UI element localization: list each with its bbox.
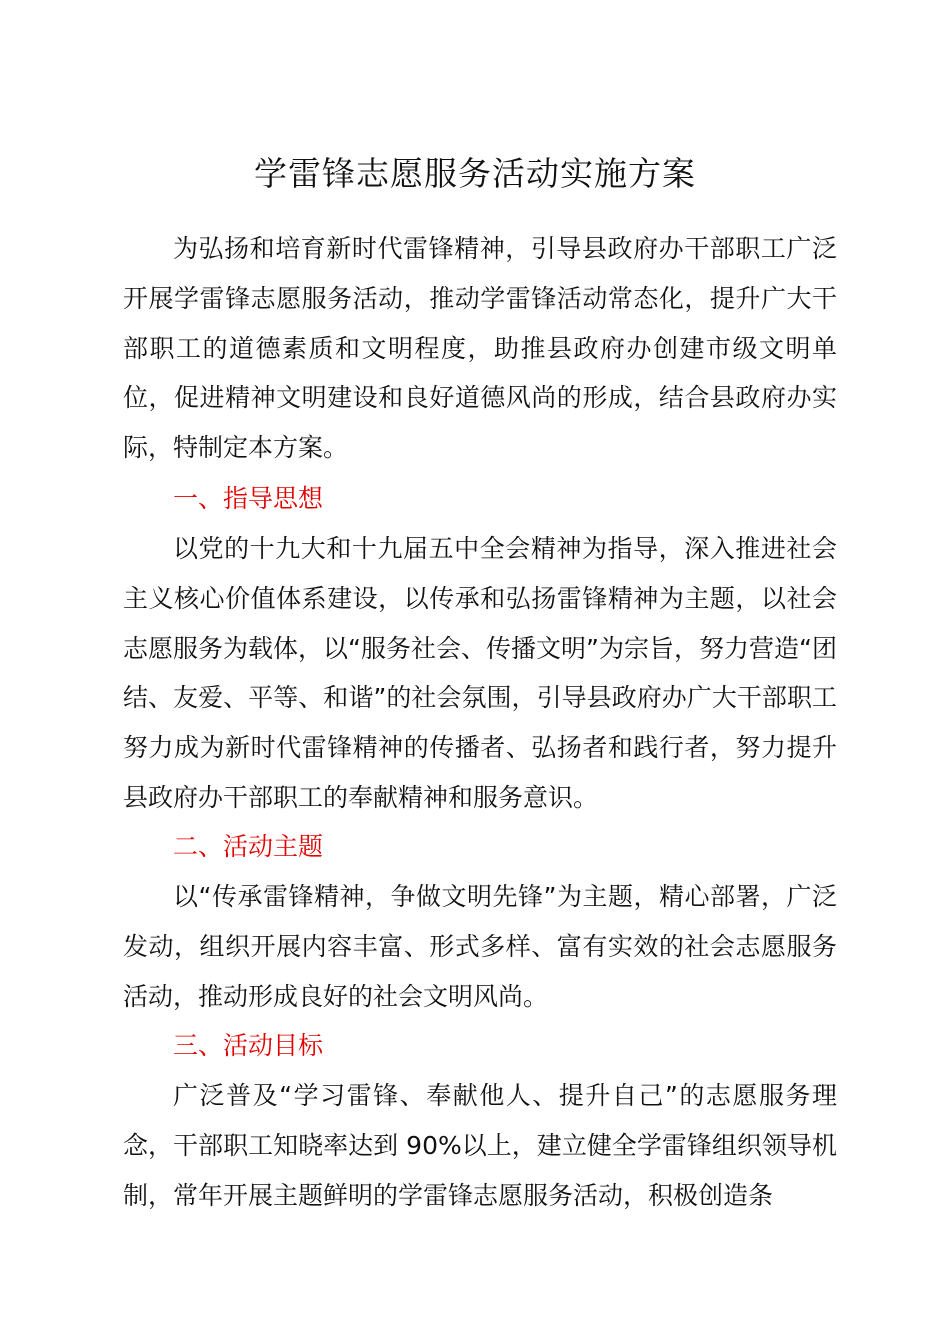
document-title: 学雷锋志愿服务活动实施方案 bbox=[254, 154, 696, 193]
theme-paragraph: 以“传承雷锋精神，争做文明先锋”为主题，精心部署，广泛发动，组织开展内容丰富、形式多样、富有实效的社会志愿服务活动，推动形成良好的社会文明风尚。 bbox=[123, 882, 837, 1011]
section-heading-goal: 三、活动目标 bbox=[173, 1031, 324, 1060]
intro-paragraph: 为弘扬和培育新时代雷锋精神，引导县政府办干部职工广泛开展学雷锋志愿服务活动，推动学雷锋活动常态化，提升广大干部职工的道德素质和文明程度，助推县政府办创建市级文明单位，促进精神文明建设和良好道德风尚的形成，结合县政府办实际，特制定本方案。 bbox=[123, 234, 837, 463]
section-heading-guiding: 一、指导思想 bbox=[173, 484, 324, 513]
guiding-paragraph: 以党的十九大和十九届五中全会精神为指导，深入推进社会主义核心价值体系建设，以传承和弘扬雷锋精神为主题，以社会志愿服务为载体，以“服务社会、传播文明”为宗旨，努力营造“团结、友爱、平等、和谐”的社会氛围，引导县政府办广大干部职工努力成为新时代雷锋精神的传播者、弘扬者和践行者，努力提升县政府办干部职工的奉献精神和服务意识。 bbox=[123, 534, 837, 812]
goal-paragraph: 广泛普及“学习雷锋、奉献他人、提升自己”的志愿服务理念，干部职工知晓率达到 90%以上，建立健全学雷锋组织领导机制，常年开展主题鲜明的学雷锋志愿服务活动，积极创造条 bbox=[123, 1081, 837, 1210]
section-heading-theme: 二、活动主题 bbox=[173, 832, 324, 861]
